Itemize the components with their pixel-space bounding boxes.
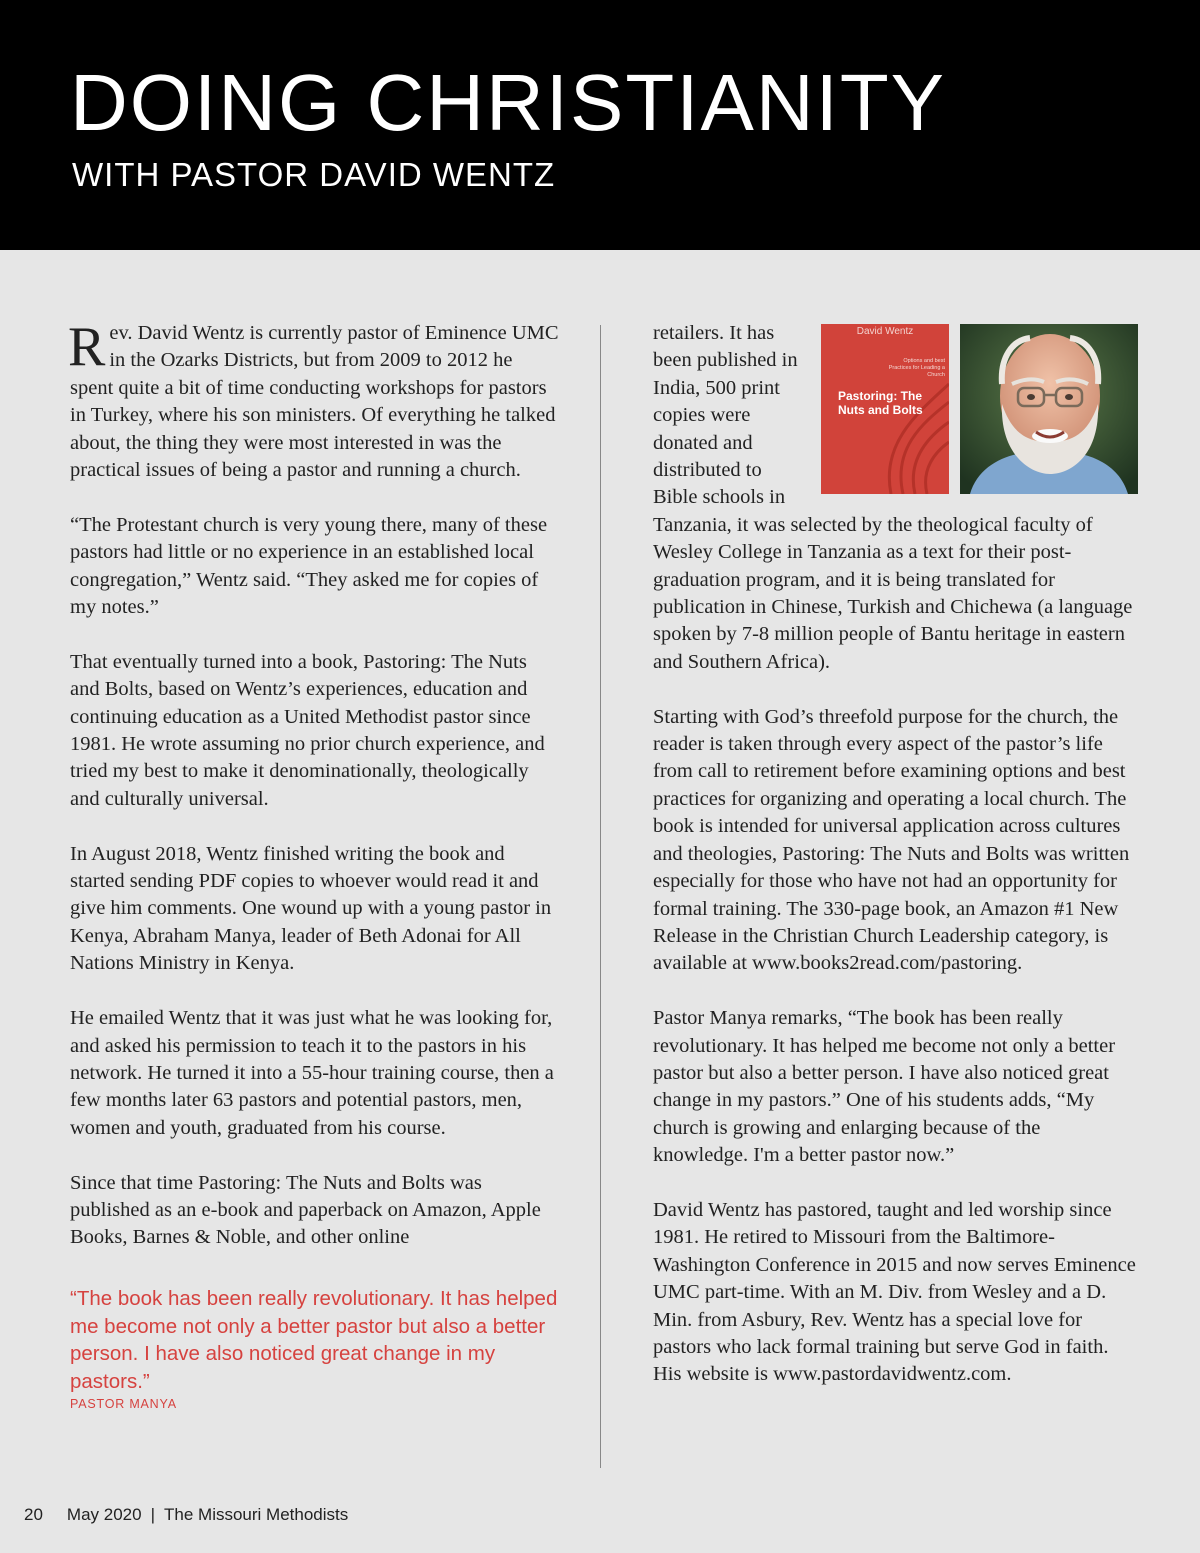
portrait-illustration: [960, 324, 1138, 494]
paragraph-2: “The Protestant church is very young there, many of these pastors had little or no experience in an established local congregation,” Wentz said. “They asked me for copies of my notes.”: [70, 513, 548, 619]
pull-quote-attribution: PASTOR MANYA: [70, 1397, 177, 1412]
column-divider: [600, 325, 601, 1468]
intro-paragraph: [68, 316, 560, 484]
paragraph-9: David Wentz has pastored, taught and led worship since 1981. He retired to Missouri from the Baltimore-Washington Conference in 2015 and now serves Eminence UMC part-time. With an M. Div. from Wesley and a D. Min. from Asbury, Rev. Wentz has a special love for pastors who lack formal training but serve God in faith. His website is www.pastordavidwentz.com.: [653, 1198, 1136, 1386]
publication-name: The Missouri Methodists: [164, 1505, 349, 1524]
book-title: Pastoring: The Nuts and Bolts: [838, 389, 923, 417]
page-number: 20: [24, 1505, 43, 1524]
paragraph-3: That eventually turned into a book, Pastoring: The Nuts and Bolts, based on Wentz’s experiences, education and continuing education as a United Methodist pastor since 1981. He wrote assuming no prior church experience, and tried my best to make it denominationally, theologically and culturally universal.: [70, 650, 545, 810]
drop-cap: R: [68, 316, 106, 378]
book-subtitle: Options and best Practices for Leading a Church: [888, 358, 945, 378]
intro-text: ev. David Wentz is currently pastor of Eminence UMC in the Ozarks Districts, but from 2009 to 2012 he spent quite a bit of time conducting workshops for pastors in Turkey, where his son ministers. Of everything he talked about, the thing they were most interested in was the practical issues of being a pastor and running a church.: [70, 322, 559, 482]
paragraph-7: Starting with God’s threefold purpose for the church, the reader is taken through every aspect of the pastor’s life from call to retirement before examining options and best practices for organizing and operating a local church. The book is intended for universal application across cultures and theologies, Pastoring: The Nuts and Bolts was written especially for those who have not had an opportunity for formal training. The 330-page book, an Amazon #1 New Release in the Christian Church Leadership category, is available at www.books2read.com/pastoring.: [653, 705, 1130, 975]
figure-row: [821, 324, 1138, 496]
right-column: [653, 320, 1138, 1416]
pull-quote: [70, 1279, 560, 1411]
left-column: [68, 316, 560, 1412]
page-subtitle: WITH PASTOR DAVID WENTZ: [72, 156, 556, 193]
footer-separator: |: [150, 1505, 156, 1524]
book-author: David Wentz: [856, 326, 914, 337]
pull-quote-text: “The book has been really revolutionary. It has helped me become not only a better pastor but also a better person. I have also noticed great change in my pastors.”: [70, 1287, 558, 1393]
paragraph-8: Pastor Manya remarks, “The book has been really revolutionary. It has helped me become not only a better pastor but also a better person. I have also noticed great change in my pastors.” One of his students adds, “My church is growing and enlarging because of the knowledge. I'm a better pastor now.”: [653, 1007, 1116, 1167]
paragraph-4: In August 2018, Wentz finished writing the book and started sending PDF copies to whoever would read it and give him comments. One wound up with a young pastor in Kenya, Abraham Manya, leader of Beth Adonai for All Nations Ministry in Kenya.: [70, 842, 552, 975]
book-cover-image: [821, 324, 949, 494]
page-title: DOING CHRISTIANITY: [70, 58, 947, 147]
paragraph-5: He emailed Wentz that it was just what he was looking for, and asked his permission to teach it to the pastors in his network. He turned it into a 55-hour training course, then a few months later 63 pastors and potential pastors, men, women and youth, graduated from his course.: [70, 1007, 554, 1139]
issue-date: May 2020: [66, 1505, 142, 1524]
page-footer: [24, 1505, 348, 1525]
masthead: [0, 0, 1200, 250]
paragraph-6-continued: retailers. It has been published in India, 500 print copies were donated and distributed to Bible schools in Tanzania, it was selected by the theological faculty of Wesley College in Tanzania as a text for their post-graduation program, and it is being translated for publication in Chinese, Turkish and Chichewa (a language spoken by 7-8 million people of Bantu heritage in eastern and Southern Africa).: [653, 322, 1133, 673]
author-portrait-photo: [960, 324, 1138, 494]
paragraph-6: Since that time Pastoring: The Nuts and Bolts was published as an e-book and paperback on Amazon, Apple Books, Barnes & Noble, and other online: [70, 1171, 541, 1249]
